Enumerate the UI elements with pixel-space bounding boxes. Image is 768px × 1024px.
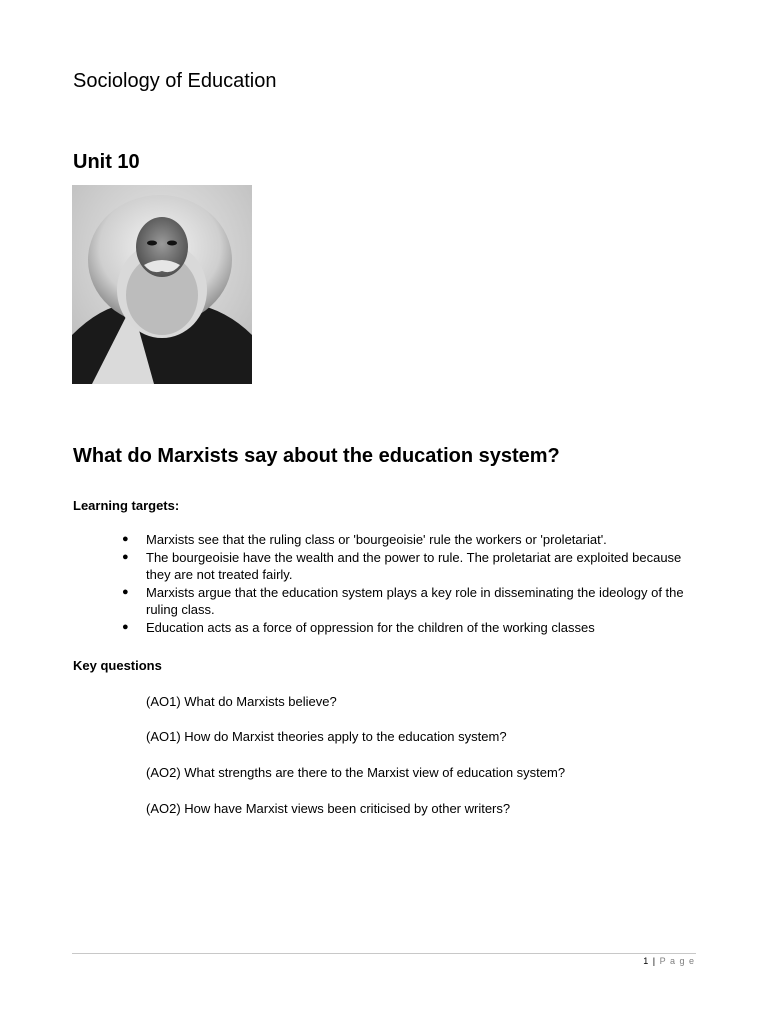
- section-heading: What do Marxists say about the education system?: [73, 445, 560, 467]
- footer-divider: [72, 953, 696, 954]
- key-question: (AO2) How have Marxist views been criticised by other writers?: [146, 801, 511, 816]
- list-item: [122, 584, 702, 619]
- page-footer: [643, 956, 695, 966]
- list-item: [122, 549, 702, 584]
- bullet-icon: ●: [122, 533, 129, 545]
- bullet-icon: ●: [122, 550, 129, 563]
- list-item-text: The bourgeoisie have the wealth and the power to rule. The proletariat are exploited because they are not treated fairly.: [146, 549, 682, 583]
- key-question: (AO1) How do Marxist theories apply to the education system?: [146, 729, 507, 744]
- page-word: P a g e: [659, 956, 695, 966]
- learning-targets-label: Learning targets:: [73, 498, 180, 513]
- list-item-text: Marxists see that the ruling class or 'bourgeoisie' rule the workers or 'proletariat'.: [146, 532, 607, 547]
- page-number: 1: [643, 956, 650, 966]
- portrait-photo: [72, 185, 252, 384]
- key-questions-label: Key questions: [73, 658, 162, 673]
- bullet-icon: ●: [122, 620, 129, 633]
- bullet-icon: ●: [122, 585, 129, 598]
- unit-title: Unit 10: [73, 151, 140, 173]
- list-item: [122, 619, 702, 637]
- list-item-text: Marxists argue that the education system plays a key role in disseminating the ideology of the ruling class.: [146, 584, 684, 618]
- page-separator: |: [652, 956, 657, 966]
- key-question: (AO1) What do Marxists believe?: [146, 694, 337, 709]
- key-question: (AO2) What strengths are there to the Marxist view of education system?: [146, 765, 566, 780]
- document-title: Sociology of Education: [73, 70, 277, 92]
- list-item-text: Education acts as a force of oppression for the children of the working classes: [146, 619, 595, 635]
- list-item: [122, 531, 702, 549]
- learning-targets-list: [122, 531, 702, 637]
